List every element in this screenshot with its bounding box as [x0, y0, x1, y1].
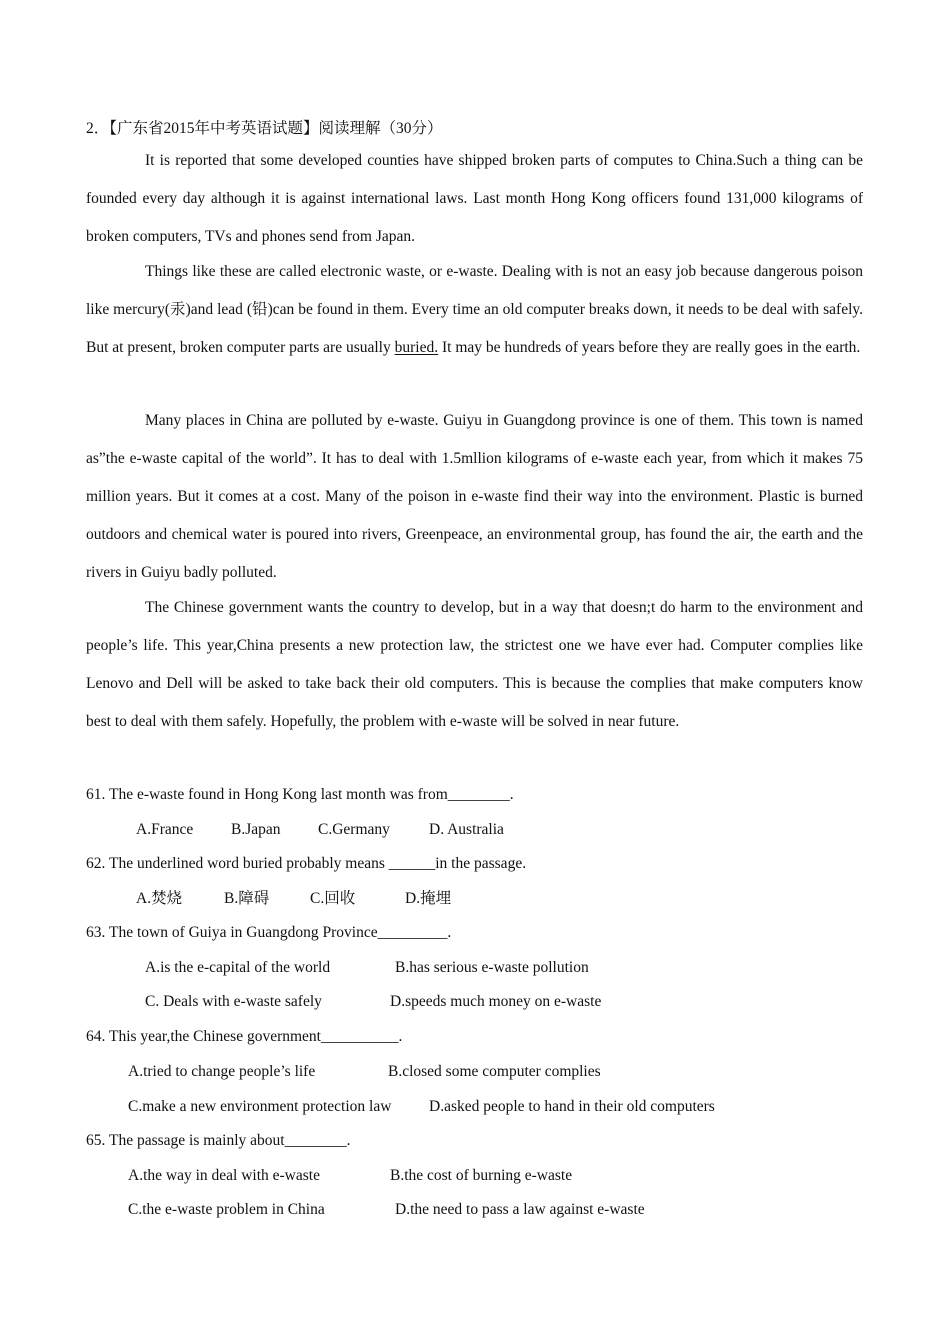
option-65-a: A.the way in deal with e-waste: [128, 1167, 320, 1184]
option-61-d: D. Australia: [429, 821, 504, 838]
option-62-b: B.障碍: [224, 890, 270, 907]
question-64: 64. This year,the Chinese government__________.: [86, 1028, 403, 1045]
option-62-a: A.焚烧: [136, 890, 183, 907]
option-65-b: B.the cost of burning e-waste: [390, 1167, 573, 1184]
paragraph-text: It may be hundreds of years before they are really goes in the earth.: [438, 339, 861, 356]
section-heading: 2．【广东省2015年中考英语试题】阅读理解（30分）: [86, 120, 443, 137]
option-62-d: D.掩埋: [405, 890, 452, 907]
option-64-c: C.make a new environment protection law: [128, 1098, 392, 1115]
question-62: 62. The underlined word buried probably means ______in the passage.: [86, 855, 527, 872]
passage-paragraph-4: [86, 589, 863, 741]
passage-paragraph-3: [86, 402, 863, 592]
option-63-b: B.has serious e-waste pollution: [395, 959, 589, 976]
paragraph-text: Things like these are called electronic waste, or e-waste. Dealing with is not an easy job because dangerous poison like mercury(汞)and lead (铅)can be found in them. Every time an old computer breaks down, it needs to be deal with safely. But at present, broken computer parts are usually: [86, 263, 863, 356]
passage-paragraph-1: [86, 142, 863, 256]
option-64-b: B.closed some computer complies: [388, 1063, 601, 1080]
option-64-d: D.asked people to hand in their old computers: [429, 1098, 715, 1115]
question-63: 63. The town of Guiya in Guangdong Province_________.: [86, 924, 452, 941]
option-63-a: A.is the e-capital of the world: [145, 959, 331, 976]
option-62-c: C.回收: [310, 890, 356, 907]
paragraph-text: Many places in China are polluted by e-waste. Guiyu in Guangdong province is one of them. This town is named as”the e-waste capital of the world”. It has to deal with 1.5mllion kilograms of e-waste each year, from which it makes 75 million years. But it comes at a cost. Many of the poison in e-waste find their way into the environment. Plastic is burned outdoors and chemical water is poured into rivers, Greenpeace, an environmental group, has found the air, the earth and the rivers in Guiyu badly polluted.: [86, 412, 863, 581]
question-61: 61. The e-waste found in Hong Kong last month was from________.: [86, 786, 514, 803]
passage-paragraph-2: [86, 253, 863, 367]
option-63-c: C. Deals with e-waste safely: [145, 993, 322, 1010]
option-63-d: D.speeds much money on e-waste: [390, 993, 602, 1010]
option-65-d: D.the need to pass a law against e-waste: [395, 1201, 645, 1218]
paragraph-text: It is reported that some developed counties have shipped broken parts of computes to China.Such a thing can be founded every day although it is against international laws. Last month Hong Kong officers found 131,000 kilograms of broken computers, TVs and phones send from Japan.: [86, 152, 863, 245]
option-64-a: A.tried to change people’s life: [128, 1063, 316, 1080]
option-61-a: A.France: [136, 821, 194, 838]
underlined-word: buried.: [394, 339, 439, 356]
option-61-b: B.Japan: [231, 821, 281, 838]
paragraph-text: The Chinese government wants the country to develop, but in a way that doesn;t do harm to the environment and people’s life. This year,China presents a new protection law, the strictest one we have ever had. Computer complies like Lenovo and Dell will be asked to take back their old computers. This is because the complies that make computers know best to deal with them safely. Hopefully, the problem with e-waste will be solved in near future.: [86, 599, 863, 730]
question-65: 65. The passage is mainly about________.: [86, 1132, 351, 1149]
option-65-c: C.the e-waste problem in China: [128, 1201, 325, 1218]
option-61-c: C.Germany: [318, 821, 390, 838]
